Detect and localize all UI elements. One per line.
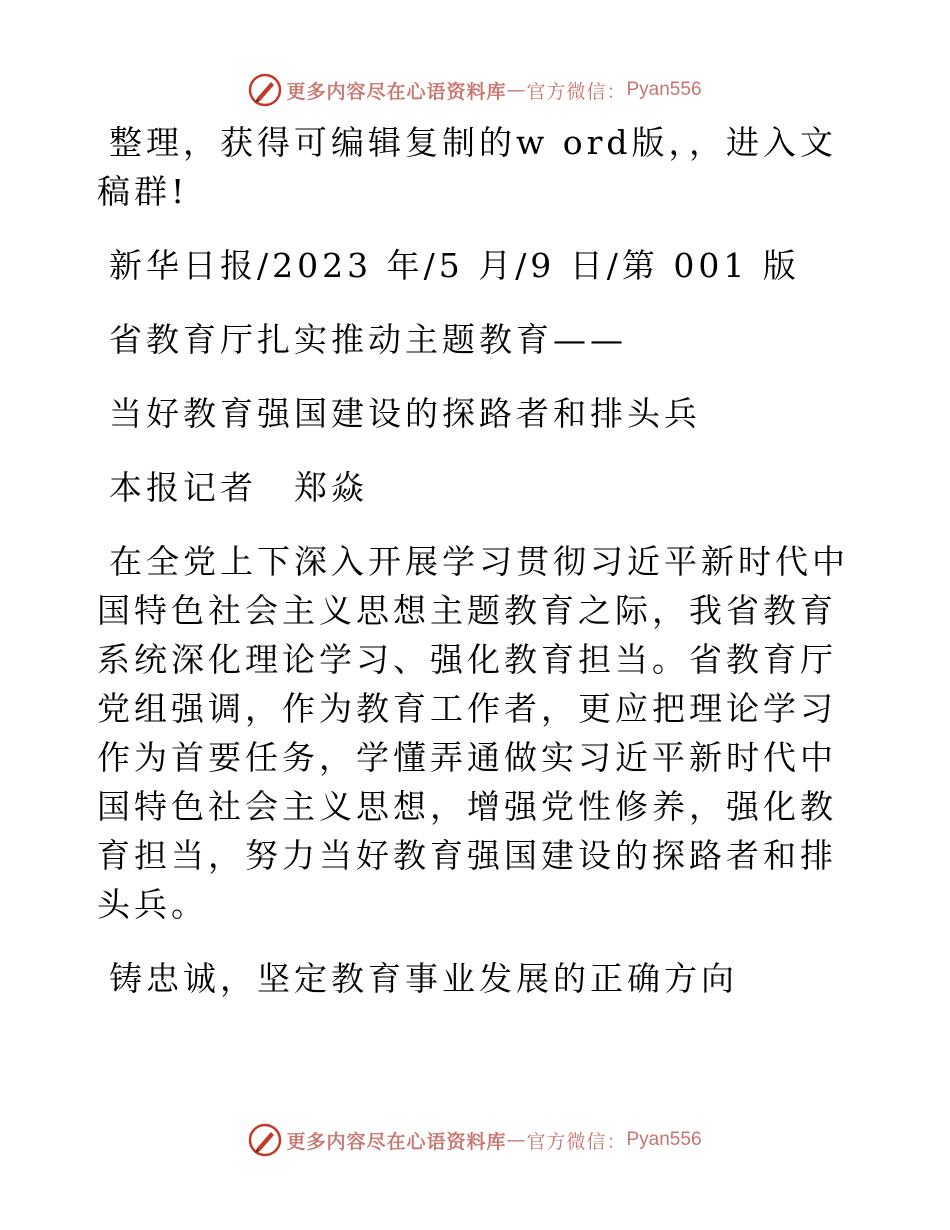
body-paragraph: 在全党上下深入开展学习贯彻习近平新时代中国特色社会主义思想主题教育之际，我省教育系统深化理论学习、强化教育担当。省教育厅党组强调，作为教育工作者，更应把理论学习作为首要任务，学懂弄通做实习近平新时代中国特色社会主义思想，增强党性修养，强化教育担当，努力当好教育强国建设的探路者和排头兵。 (97, 542, 849, 924)
footer-wechat-id: Pyan556 (626, 1129, 702, 1150)
footer-banner-subtext: 官方微信： (526, 1130, 627, 1153)
article-title-line1: 省教育厅扎实推动主题教育—— (109, 320, 627, 359)
pen-logo-icon (248, 1123, 282, 1157)
header-wechat-id: Pyan556 (626, 79, 702, 100)
footer-banner (0, 1120, 950, 1160)
document-body (97, 118, 857, 1003)
header-banner-text: 更多内容尽在心语资料库 (286, 80, 507, 103)
footer-banner-dash: — (506, 1129, 527, 1151)
intro-text: 整理，获得可编辑复制的w ord版，，进入文稿群! (97, 123, 838, 211)
header-banner (0, 70, 950, 110)
byline: 本报记者 郑焱 (109, 468, 368, 507)
section-subheading: 铸忠诚，坚定教育事业发展的正确方向 (109, 959, 738, 998)
footer-banner-text: 更多内容尽在心语资料库 (286, 1130, 507, 1153)
header-banner-subtext: 官方微信： (526, 80, 627, 103)
header-banner-dash: — (506, 79, 527, 101)
source-line: 新华日报/2023 年/5 月/9 日/第 001 版 (109, 246, 800, 285)
article-title-line2: 当好教育强国建设的探路者和排头兵 (109, 394, 701, 433)
pen-logo-icon (248, 73, 282, 107)
